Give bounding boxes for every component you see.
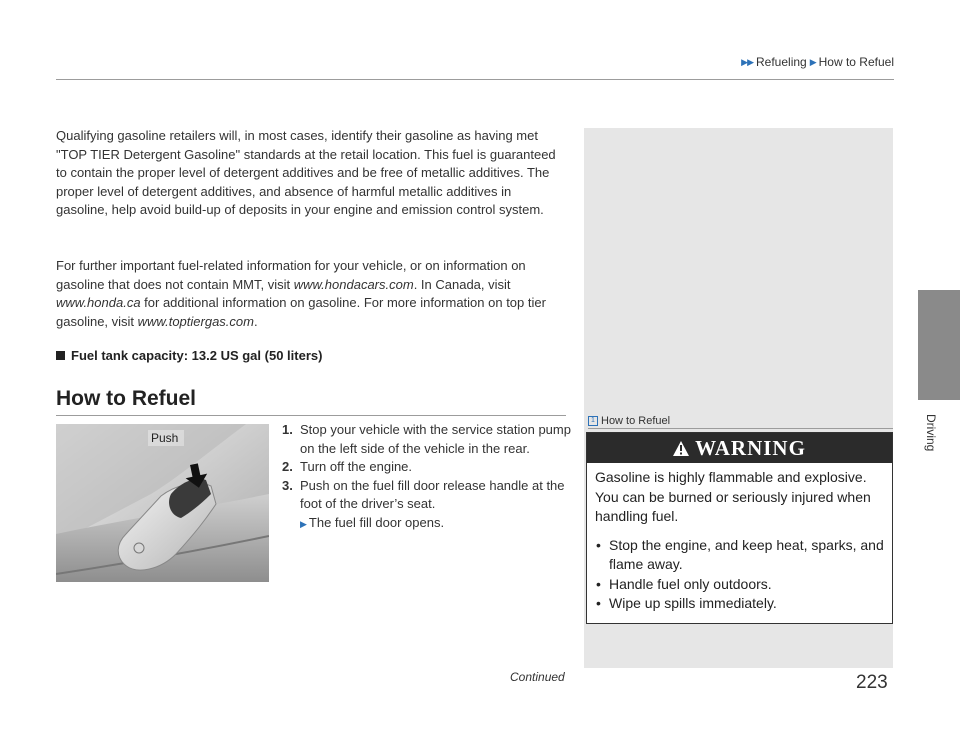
intro-paragraph-2 <box>56 257 566 331</box>
arrow-icon: ▶ <box>809 56 816 67</box>
step-result-text: The fuel fill door opens. <box>308 514 445 530</box>
warning-heading: WARNING <box>695 435 806 460</box>
fuel-door-release-drawing <box>56 424 269 582</box>
warning-header <box>587 433 892 463</box>
warning-body <box>595 468 887 614</box>
text-run: . <box>253 313 258 329</box>
breadcrumb-page[interactable]: How to Refuel <box>818 55 894 69</box>
note-title <box>588 415 670 427</box>
header-divider <box>56 79 894 80</box>
refuel-steps <box>282 421 572 533</box>
fuel-capacity-heading <box>56 348 322 363</box>
side-tab-label: Driving <box>924 414 938 452</box>
warning-bullet: • Handle fuel only outdoors. <box>595 575 887 595</box>
text-run: For further important fuel-related information for your vehicle, or on information on gasoline that does not contain MMT, visit <box>56 258 526 292</box>
page-number: 223 <box>856 672 888 693</box>
section-title: How to Refuel <box>56 387 196 410</box>
step-2 <box>282 458 572 477</box>
side-tab-label-wrap <box>924 414 938 454</box>
breadcrumb-section[interactable]: Refueling <box>756 55 807 69</box>
fuel-door-release-illustration <box>56 424 269 582</box>
toptiergas-link[interactable]: www.toptiergas.com <box>137 313 254 329</box>
step-text: Turn off the engine. <box>300 459 413 474</box>
step-result <box>282 514 572 534</box>
push-callout: Push <box>151 431 179 445</box>
step-3 <box>282 477 572 514</box>
step-number: 3. <box>282 477 293 493</box>
breadcrumb <box>741 55 894 69</box>
warning-bullet: • Stop the engine, and keep heat, sparks, and flame away. <box>595 536 887 575</box>
honda-ca-link[interactable]: www.honda.ca <box>56 295 141 310</box>
note-title-text: How to Refuel <box>601 415 671 427</box>
double-arrow-icon: ▶▶ <box>741 56 753 67</box>
text-run: . In Canada, visit <box>413 276 511 292</box>
text-run: for additional information on gasoline. For more information on top tier gasoline, visit <box>56 295 546 329</box>
warning-box <box>586 432 893 624</box>
square-bullet-icon <box>56 351 65 360</box>
intro-paragraph-1: Qualifying gasoline retailers will, in most cases, identify their gasoline as having met "TOP TIER Detergent Gasoline" standards at the retail location. This fuel is guaranteed to contain the proper level of detergent additives and be free of metallic additives. The proper level of detergent additives, and absence of harmful metallic additives in gasoline, help avoid build-up of deposits in your engine and emission control system. <box>56 128 556 217</box>
step-1 <box>282 421 572 458</box>
fuel-capacity-text: Fuel tank capacity: 13.2 US gal (50 liters) <box>71 348 323 363</box>
hondacars-link[interactable]: www.hondacars.com <box>293 276 414 292</box>
note-divider <box>588 428 893 429</box>
section-divider <box>56 415 566 416</box>
continued-label: Continued <box>510 670 565 684</box>
warning-list <box>595 536 887 614</box>
step-number: 2. <box>282 459 293 474</box>
step-text: Push on the fuel fill door release handle at the foot of the driver’s seat. <box>300 477 565 511</box>
warning-bullet: • Wipe up spills immediately. <box>595 594 887 614</box>
warning-text: Gasoline is highly flammable and explosive. You can be burned or seriously injured when handling fuel. <box>595 469 871 524</box>
note-marker-icon: 1 <box>588 416 598 426</box>
result-arrow-icon: ▶ <box>300 518 306 529</box>
step-number: 1. <box>282 422 293 437</box>
step-text: Stop your vehicle with the service station pump on the left side of the vehicle in the rear. <box>300 422 571 456</box>
warning-triangle-icon <box>673 441 689 456</box>
side-tab[interactable] <box>918 290 960 400</box>
